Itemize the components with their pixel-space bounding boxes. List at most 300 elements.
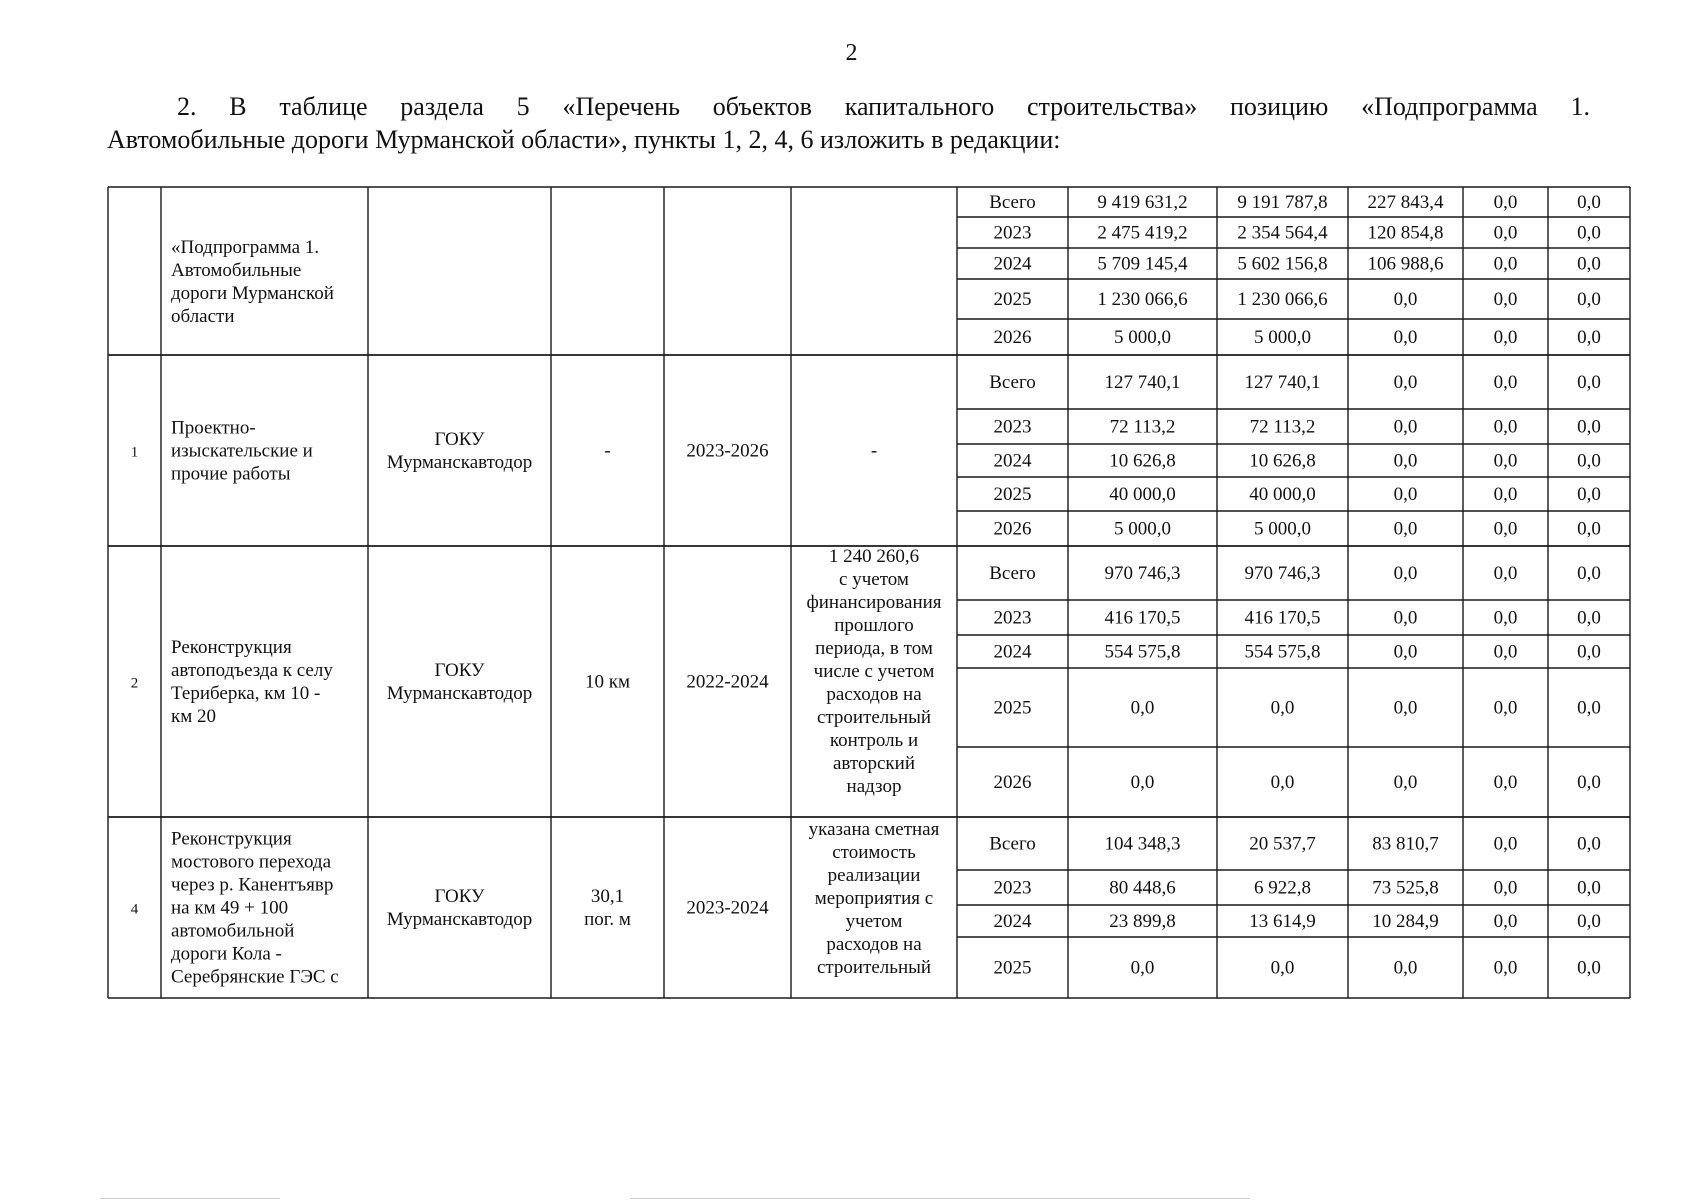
amount-cell-line: 0,0: [1493, 192, 1518, 213]
customer-name-line: Мурманскавтодор: [386, 452, 533, 473]
amount-cell-line: 10 626,8: [1109, 450, 1176, 472]
amount-cell: [1131, 772, 1155, 793]
amount-cell: [1394, 642, 1418, 663]
amount-cell: [1131, 958, 1155, 979]
cost-note-line: реализации: [827, 865, 921, 886]
amount-cell-line: 0,0: [1577, 563, 1601, 584]
capacity-value: [585, 672, 630, 693]
amount-cell-line: 0,0: [1393, 563, 1418, 584]
amount-cell: [1109, 484, 1176, 505]
amount-cell-line: 106 988,6: [1367, 253, 1444, 275]
amount-cell: [1105, 563, 1181, 584]
amount-cell: [1577, 563, 1601, 584]
amount-cell: [1271, 698, 1295, 719]
amount-cell: [1577, 958, 1601, 979]
year-label: [994, 417, 1032, 438]
year-label-line: Всего: [989, 372, 1036, 393]
amount-cell-line: 6 922,8: [1254, 877, 1311, 899]
object-name-line: Проектно-: [171, 417, 256, 439]
cost-note-line: надзор: [846, 776, 902, 797]
amount-cell-line: 40 000,0: [1249, 484, 1316, 505]
amount-cell-line: 0,0: [1577, 911, 1601, 932]
year-label-line: 2023: [993, 416, 1032, 438]
customer-name-line: Мурманскавтодор: [386, 683, 533, 704]
amount-cell: [1097, 223, 1187, 244]
amount-cell: [1577, 911, 1601, 932]
customer-name-line: ГОКУ: [434, 886, 485, 907]
amount-cell-line: 104 348,3: [1104, 833, 1181, 855]
cost-note-line: с учетом: [839, 569, 909, 590]
year-label: [994, 484, 1032, 505]
object-name-line: изыскательские и: [171, 440, 313, 462]
year-label-line: 2023: [993, 222, 1032, 244]
cost-note-line: расходов на: [826, 934, 922, 955]
amount-cell-line: 73 525,8: [1372, 877, 1439, 899]
amount-cell: [1110, 417, 1176, 438]
amount-cell-line: 0,0: [1393, 450, 1418, 472]
cost-note-line: числе с учетом: [813, 661, 935, 682]
amount-cell: [1494, 289, 1518, 310]
cost-note-line: финансирования: [806, 592, 942, 613]
amount-cell: [1494, 451, 1518, 472]
year-label-line: 2023: [993, 877, 1032, 899]
amount-cell: [1494, 327, 1518, 348]
year-label-line: 2026: [993, 327, 1032, 348]
object-name-line: Реконструкция: [171, 637, 292, 658]
year-label: [994, 772, 1032, 793]
object-name-line: автомобильной: [171, 920, 295, 942]
object-name-line: прочие работы: [171, 463, 291, 485]
amount-cell-line: 0,0: [1577, 957, 1601, 979]
year-label-line: Всего: [989, 192, 1036, 213]
amount-cell: [1577, 698, 1601, 719]
amount-cell: [1097, 192, 1187, 213]
amount-cell-line: 1 230 066,6: [1097, 289, 1188, 310]
customer-name: [387, 429, 533, 473]
cost-note-line: стоимость: [832, 842, 916, 863]
amount-cell-line: 0,0: [1577, 484, 1601, 505]
capacity-value-line: 30,1: [590, 886, 625, 907]
cost-note-line: учетом: [845, 911, 903, 932]
amount-cell: [1254, 327, 1311, 348]
amount-cell: [1237, 254, 1327, 275]
object-name-line: км 20: [171, 706, 217, 727]
period-value-line: 2022-2024: [686, 671, 769, 693]
amount-cell: [1109, 451, 1176, 472]
amount-cell: [1245, 563, 1321, 584]
year-label: [994, 911, 1033, 932]
cost-note-line: авторский: [833, 753, 915, 774]
year-label-line: 2024: [993, 450, 1032, 472]
object-name-line: дороги Мурманской: [171, 283, 334, 304]
amount-cell: [1577, 254, 1601, 275]
amount-cell-line: 0,0: [1393, 957, 1418, 979]
amount-cell: [1577, 451, 1601, 472]
year-label: [994, 223, 1032, 244]
year-label-line: 2026: [993, 772, 1032, 793]
object-name: [171, 418, 313, 485]
year-label-line: 2023: [993, 607, 1032, 629]
amount-cell-line: 0,0: [1577, 697, 1601, 719]
amount-cell: [1105, 372, 1181, 393]
customer-name-line: ГОКУ: [434, 660, 485, 681]
object-name-line: мостового перехода: [171, 851, 332, 873]
object-name-line: «Подпрограмма 1.: [171, 237, 320, 258]
cost-note: [806, 546, 941, 797]
amount-cell-line: 0,0: [1493, 607, 1518, 629]
amount-cell: [1394, 372, 1418, 393]
year-label-line: Всего: [989, 833, 1036, 855]
item-number-line: 2: [130, 675, 139, 692]
object-name-line: дороги Кола -: [171, 943, 282, 965]
amount-cell-line: 0,0: [1493, 372, 1518, 393]
cost-note-line: 1 240 260,6: [828, 546, 920, 567]
amount-cell-line: 416 170,5: [1104, 607, 1181, 629]
amount-cell-line: 0,0: [1577, 416, 1601, 438]
amount-cell: [1577, 878, 1601, 899]
amount-cell-line: 0,0: [1577, 518, 1601, 540]
amount-cell-line: 0,0: [1493, 563, 1518, 584]
year-label: [994, 878, 1032, 899]
year-label-line: 2024: [993, 641, 1032, 663]
amount-cell-line: 9 419 631,2: [1097, 192, 1188, 213]
amount-cell: [1494, 563, 1518, 584]
year-label: [994, 451, 1033, 472]
amount-cell: [1372, 878, 1439, 899]
amount-cell-line: 0,0: [1493, 450, 1518, 472]
amount-cell: [1394, 958, 1418, 979]
amount-cell: [1131, 698, 1155, 719]
amount-cell: [1577, 372, 1601, 393]
year-label: [989, 563, 1036, 584]
amount-cell: [1249, 834, 1316, 855]
amount-cell: [1494, 642, 1518, 663]
object-name: [171, 637, 333, 727]
amount-cell-line: 0,0: [1130, 957, 1155, 979]
amount-cell-line: 0,0: [1577, 607, 1601, 629]
amount-cell: [1494, 911, 1518, 932]
amount-cell-line: 227 843,4: [1367, 192, 1444, 213]
amount-cell: [1494, 698, 1518, 719]
amount-cell: [1249, 451, 1316, 472]
year-label: [994, 608, 1032, 629]
year-label: [994, 642, 1033, 663]
amount-cell: [1254, 878, 1311, 899]
amount-cell: [1245, 642, 1321, 663]
amount-cell: [1271, 958, 1295, 979]
amount-cell-line: 5 000,0: [1254, 518, 1311, 540]
amount-cell: [1577, 417, 1601, 438]
amount-cell-line: 970 746,3: [1244, 563, 1321, 584]
period-value-line: 2023-2026: [686, 440, 769, 462]
amount-cell-line: 5 000,0: [1114, 327, 1171, 348]
amount-cell: [1105, 642, 1181, 663]
amount-cell-line: 2 354 564,4: [1237, 222, 1328, 244]
amount-cell: [1368, 223, 1444, 244]
cost-note-line: периода, в том: [815, 638, 933, 659]
amount-cell: [1494, 834, 1518, 855]
amount-cell-line: 0,0: [1270, 697, 1295, 719]
amount-cell-line: 0,0: [1577, 289, 1601, 310]
amount-cell-line: 127 740,1: [1244, 372, 1321, 393]
amount-cell-line: 83 810,7: [1372, 833, 1439, 855]
amount-cell-line: 5 602 156,8: [1237, 253, 1328, 275]
year-label: [989, 834, 1036, 855]
amount-cell: [1249, 484, 1316, 505]
amount-cell: [1114, 519, 1171, 540]
amount-cell: [1494, 192, 1518, 213]
amount-cell-line: 0,0: [1493, 484, 1518, 505]
amount-cell-line: 72 113,2: [1249, 416, 1316, 438]
amount-cell: [1105, 834, 1181, 855]
amount-cell: [1494, 608, 1518, 629]
amount-cell: [1577, 192, 1601, 213]
amount-cell: [1245, 372, 1321, 393]
amount-cell: [1250, 417, 1316, 438]
amount-cell-line: 10 284,9: [1372, 911, 1439, 932]
amount-cell: [1577, 327, 1601, 348]
amount-cell: [1494, 372, 1518, 393]
amount-cell: [1109, 878, 1176, 899]
amount-cell-line: 0,0: [1577, 327, 1601, 348]
period-value-line: 2023-2024: [686, 897, 769, 919]
object-name-line: Териберка, км 10 -: [171, 683, 321, 704]
amount-cell: [1372, 911, 1439, 932]
amount-cell-line: 23 899,8: [1109, 911, 1176, 932]
amount-cell: [1494, 878, 1518, 899]
cost-note-line: расходов на: [826, 684, 922, 705]
customer-name: [387, 660, 533, 704]
amount-cell: [1577, 223, 1601, 244]
year-label-line: 2024: [993, 253, 1032, 275]
amount-cell: [1237, 289, 1327, 310]
amount-cell-line: 0,0: [1270, 957, 1295, 979]
amount-cell: [1394, 698, 1418, 719]
amount-cell: [1394, 289, 1418, 310]
item-number: [131, 445, 139, 461]
object-name-line: Серебрянские ГЭС с: [171, 966, 339, 988]
amount-cell: [1394, 484, 1418, 505]
amount-cell-line: 0,0: [1493, 222, 1518, 244]
amount-cell: [1494, 254, 1518, 275]
amount-cell-line: 0,0: [1493, 327, 1518, 348]
cost-note: [871, 441, 877, 462]
amount-cell-line: 416 170,5: [1244, 607, 1321, 629]
amount-cell-line: 0,0: [1393, 641, 1418, 663]
year-label: [989, 192, 1036, 213]
scan-artifact-line: [630, 1198, 1250, 1199]
cost-note-line: строительный: [816, 707, 932, 728]
amount-cell-line: 0,0: [1130, 697, 1155, 719]
amount-cell: [1271, 772, 1295, 793]
amount-cell: [1254, 519, 1311, 540]
year-label-line: 2025: [993, 697, 1032, 719]
period-value: [686, 672, 769, 693]
amount-cell-line: 2 475 419,2: [1097, 222, 1188, 244]
scan-artifact-line: [100, 1198, 280, 1199]
amount-cell-line: 5 000,0: [1114, 518, 1171, 540]
cost-note-line: указана сметная: [808, 819, 940, 840]
amount-cell-line: 0,0: [1577, 833, 1601, 855]
period-value: [686, 898, 769, 919]
amount-cell: [1494, 519, 1518, 540]
amount-cell-line: 554 575,8: [1104, 641, 1181, 663]
capacity-value-line: 10 км: [584, 671, 631, 693]
object-name: [171, 829, 339, 988]
object-name-line: на км 49 + 100: [171, 897, 289, 919]
amount-cell: [1577, 519, 1601, 540]
capacity-value-line: пог. м: [584, 909, 631, 930]
amount-cell-line: 0,0: [1493, 833, 1518, 855]
amount-cell: [1394, 563, 1418, 584]
amount-cell-line: 10 626,8: [1249, 450, 1316, 472]
item-number-line: 4: [130, 901, 139, 918]
amount-cell-line: 80 448,6: [1109, 877, 1176, 899]
year-label: [994, 327, 1032, 348]
amount-cell: [1577, 642, 1601, 663]
amount-cell-line: 0,0: [1393, 484, 1418, 505]
capacity-value-line: -: [604, 440, 611, 462]
amount-cell: [1105, 608, 1181, 629]
amount-cell-line: 0,0: [1393, 697, 1418, 719]
year-label-line: 2024: [993, 911, 1032, 932]
amount-cell-line: 0,0: [1493, 289, 1518, 310]
amount-cell-line: 970 746,3: [1104, 563, 1181, 584]
amount-cell-line: 5 709 145,4: [1097, 253, 1188, 275]
object-name: [171, 237, 334, 327]
amount-cell: [1237, 192, 1327, 213]
year-label-line: Всего: [989, 563, 1036, 584]
cost-note: [809, 819, 940, 978]
amount-cell: [1109, 911, 1176, 932]
amount-cell-line: 0,0: [1577, 450, 1601, 472]
amount-cell: [1368, 192, 1445, 213]
capacity-value: [604, 441, 610, 462]
page-number: 2: [845, 40, 858, 66]
amount-cell: [1394, 519, 1418, 540]
amount-cell: [1494, 958, 1518, 979]
item-number: [131, 902, 139, 918]
amount-cell-line: 0,0: [1577, 372, 1601, 393]
intro-line-1: 2. В таблице раздела 5 «Перечень объектов капитального строительства» позицию «Подпрограмма 1.: [177, 92, 1590, 121]
object-name-line: области: [171, 306, 235, 327]
year-label: [989, 372, 1036, 393]
cost-note-line: -: [870, 440, 878, 462]
amount-cell-line: 0,0: [1393, 607, 1418, 629]
amount-cell-line: 120 854,8: [1367, 222, 1444, 244]
amount-cell: [1114, 327, 1171, 348]
object-name-line: Автомобильные: [171, 260, 302, 281]
year-label-line: 2025: [993, 289, 1032, 310]
amount-cell-line: 0,0: [1493, 957, 1518, 979]
amount-cell: [1097, 289, 1187, 310]
cost-note-line: мероприятия с: [814, 888, 934, 909]
amount-cell-line: 0,0: [1493, 697, 1518, 719]
amount-cell-line: 72 113,2: [1109, 416, 1176, 438]
amount-cell: [1494, 417, 1518, 438]
amount-cell-line: 127 740,1: [1104, 372, 1181, 393]
cost-note-line: контроль и: [829, 730, 919, 751]
amount-cell-line: 5 000,0: [1254, 327, 1311, 348]
year-label: [994, 254, 1033, 275]
amount-cell: [1494, 223, 1518, 244]
cost-note-line: строительный: [816, 957, 932, 978]
amount-cell-line: 20 537,7: [1249, 833, 1316, 855]
amount-cell: [1494, 772, 1518, 793]
amount-cell-line: 0,0: [1577, 192, 1601, 213]
amount-cell-line: 0,0: [1493, 877, 1518, 899]
amount-cell: [1394, 327, 1418, 348]
intro-line-2: Автомобильные дороги Мурманской области», пункты 1, 2, 4, 6 изложить в редакции:: [107, 125, 1061, 154]
item-number-line: 1: [130, 444, 139, 461]
amount-cell-line: 0,0: [1493, 772, 1518, 793]
object-name-line: через р. Канентъявр: [171, 874, 334, 896]
capacity-value: [584, 886, 631, 930]
amount-cell: [1237, 223, 1328, 244]
year-label-line: 2025: [993, 957, 1032, 979]
year-label: [994, 958, 1032, 979]
year-label-line: 2026: [993, 518, 1032, 540]
amount-cell-line: 554 575,8: [1244, 641, 1321, 663]
amount-cell: [1372, 834, 1439, 855]
amount-cell-line: 0,0: [1493, 641, 1518, 663]
amount-cell-line: 0,0: [1393, 372, 1418, 393]
amount-cell-line: 13 614,9: [1249, 911, 1316, 932]
amount-cell-line: 0,0: [1493, 518, 1518, 540]
amount-cell: [1394, 608, 1418, 629]
amount-cell-line: 0,0: [1393, 518, 1418, 540]
amount-cell: [1249, 911, 1316, 932]
object-name-line: Реконструкция: [171, 828, 292, 850]
amount-cell-line: 0,0: [1577, 877, 1601, 899]
amount-cell: [1394, 417, 1418, 438]
amount-cell: [1494, 484, 1518, 505]
amount-cell: [1245, 608, 1321, 629]
amount-cell: [1368, 254, 1444, 275]
year-label: [994, 289, 1032, 310]
amount-cell-line: 0,0: [1493, 416, 1518, 438]
customer-name-line: Мурманскавтодор: [386, 909, 533, 930]
amount-cell-line: 0,0: [1393, 416, 1418, 438]
object-name-line: автоподъезда к селу: [171, 660, 333, 681]
amount-cell: [1394, 451, 1418, 472]
amount-cell: [1577, 289, 1601, 310]
amount-cell: [1577, 608, 1601, 629]
amount-cell-line: 0,0: [1393, 772, 1418, 793]
amount-cell-line: 0,0: [1577, 641, 1601, 663]
amount-cell: [1097, 254, 1188, 275]
amount-cell-line: 9 191 787,8: [1237, 192, 1328, 213]
amount-cell-line: 1 230 066,6: [1237, 289, 1328, 310]
customer-name: [387, 886, 533, 930]
amount-cell: [1577, 834, 1601, 855]
year-label: [994, 698, 1032, 719]
customer-name-line: ГОКУ: [434, 429, 485, 450]
year-label-line: 2025: [993, 484, 1032, 505]
amount-cell-line: 0,0: [1270, 772, 1295, 793]
amount-cell-line: 0,0: [1493, 253, 1518, 275]
cost-note-line: прошлого: [834, 615, 914, 636]
amount-cell-line: 0,0: [1393, 327, 1418, 348]
year-label: [994, 519, 1032, 540]
amount-cell-line: 0,0: [1577, 772, 1601, 793]
amount-cell: [1394, 772, 1418, 793]
period-value: [686, 441, 768, 462]
amount-cell: [1577, 772, 1601, 793]
item-number: [131, 676, 139, 692]
amount-cell-line: 40 000,0: [1109, 484, 1176, 505]
amount-cell-line: 0,0: [1130, 772, 1155, 793]
